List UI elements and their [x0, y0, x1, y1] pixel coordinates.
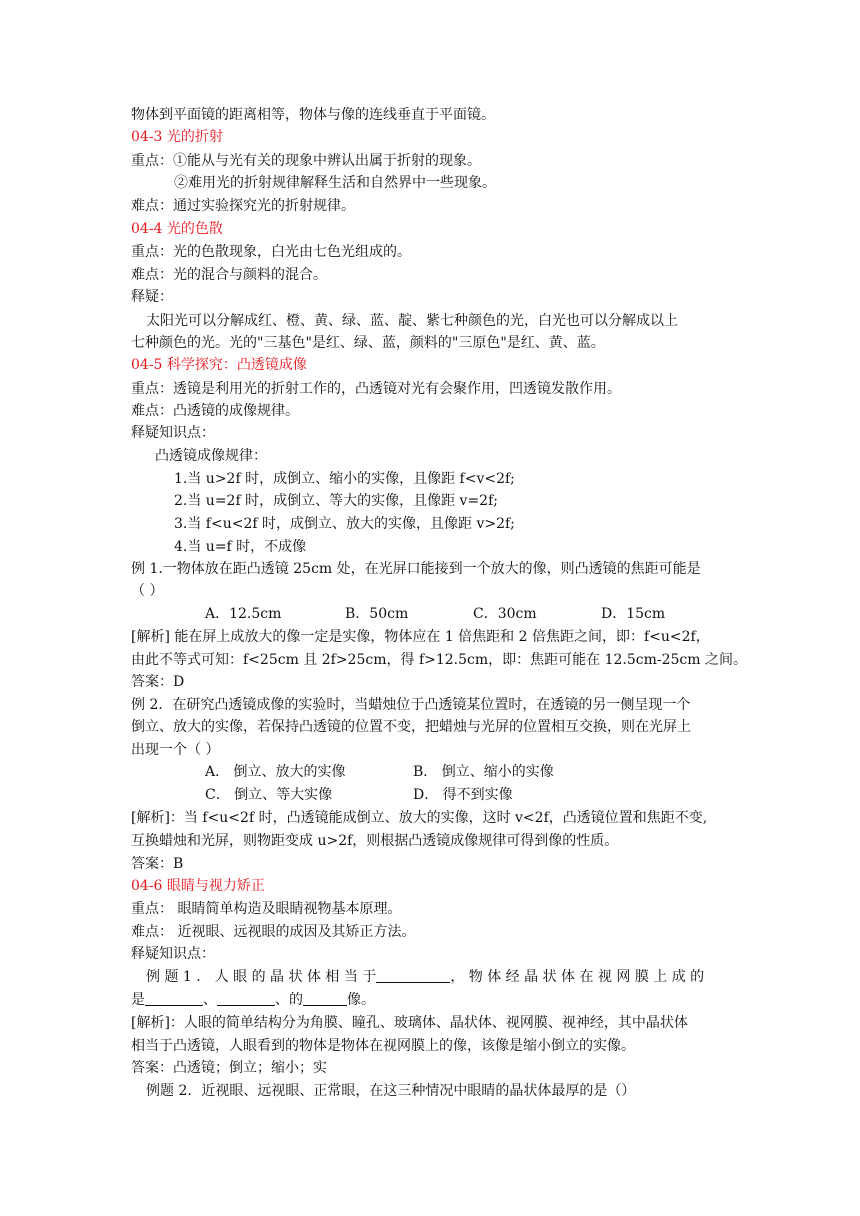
key-point: ②难用光的折射规律解释生活和自然界中一些现象。 [174, 175, 496, 191]
example-question: 例 2．在研究凸透镜成像的实验时，当蜡烛位于凸透镜某位置时，在透镜的另一侧呈现一个 [131, 697, 691, 713]
option-c: C． 倒立、等大实像 [205, 787, 333, 803]
example-question: 出现一个（ ） [131, 742, 220, 758]
difficult-point: 难点：凸透镜的成像规律。 [131, 403, 299, 419]
answer-blank [145, 991, 203, 1006]
example-question [131, 989, 375, 1011]
answer: 答案：D [131, 674, 185, 690]
key-point: 重点：①能从与光有关的现象中辨认出属于折射的现象。 [131, 153, 481, 169]
section-title-convex-lens: 04-5 科学探究：凸透镜成像 [131, 357, 307, 373]
option-a: A． 倒立、放大的实像 [205, 764, 346, 780]
explanation-label: 释疑知识点： [131, 946, 215, 962]
option-d: D．15cm [601, 606, 666, 622]
option-b: B． 倒立、缩小的实像 [413, 764, 554, 780]
rule-title: 凸透镜成像规律： [155, 448, 267, 464]
question-text: 、的 [275, 992, 303, 1008]
option-d: D． 得不到实像 [413, 787, 513, 803]
rule-item: 4.当 u=f 时，不成像 [174, 539, 307, 555]
answer: 答案：凸透镜；倒立；缩小；实 [131, 1060, 327, 1076]
question-text: ， 物 体 经 晶 状 体 在 视 网 膜 上 成 的 [450, 969, 705, 985]
section-title-eye: 04-6 眼睛与视力矫正 [131, 878, 265, 894]
answer-blank [217, 991, 275, 1006]
key-point: 重点：透镜是利用光的折射工作的，凸透镜对光有会聚作用，凹透镜发散作用。 [131, 381, 621, 397]
answer-blank [376, 968, 450, 983]
section-title-dispersion: 04-4 光的色散 [131, 221, 223, 237]
solution-line: 相当于凸透镜，人眼看到的物体是物体在视网膜上的像，该像是缩小倒立的实像。 [131, 1038, 635, 1054]
option-a: A．12.5cm [205, 606, 282, 622]
answer-blank [303, 991, 347, 1006]
question-text: 像。 [347, 992, 375, 1008]
solution-line: [解析]：人眼的简单结构分为角膜、瞳孔、玻璃体、晶状体、视网膜、视神经，其中晶状体 [131, 1015, 688, 1031]
example-question: 倒立、放大的实像，若保持凸透镜的位置不变，把蜡烛与光屏的位置相互交换，则在光屏上 [131, 719, 691, 735]
question-text: 是 [131, 992, 145, 1008]
example-question: （ ） [131, 583, 164, 599]
difficult-point: 难点：通过实验探究光的折射规律。 [131, 198, 355, 214]
text-line: 物体到平面镜的距离相等，物体与像的连线垂直于平面镜。 [131, 107, 495, 123]
solution-line: 由此不等式可知：f<25cm 且 2f>25cm，得 f>12.5cm，即：焦距可能在 12.5cm-25cm 之间。 [131, 652, 747, 668]
rule-item: 3.当 f<u<2f 时，成倒立、放大的实像，且像距 v>2f; [174, 516, 515, 532]
key-point: 重点： 眼睛简单构造及眼睛视物基本原理。 [131, 901, 402, 917]
rule-item: 2.当 u=2f 时，成倒立、等大的实像，且像距 v=2f; [174, 493, 498, 509]
paragraph-line: 七种颜色的光。光的"三基色"是红、绿、蓝，颜料的"三原色"是红、黄、蓝。 [131, 335, 605, 351]
explanation-label: 释疑知识点： [131, 425, 215, 441]
example-question [146, 966, 704, 988]
option-c: C．30cm [473, 606, 537, 622]
question-text: 、 [203, 992, 217, 1008]
example-question: 例题 2．近视眼、远视眼、正常眼，在这三种情况中眼睛的晶状体最厚的是（） [146, 1083, 636, 1099]
section-title-refraction: 04-3 光的折射 [131, 129, 223, 145]
solution-line: 互换蜡烛和光屏，则物距变成 u>2f，则根据凸透镜成像规律可得到像的性质。 [131, 833, 619, 849]
explanation-label: 释疑： [131, 289, 173, 305]
key-point: 重点：光的色散现象，白光由七色光组成的。 [131, 244, 411, 260]
option-b: B．50cm [345, 606, 409, 622]
answer: 答案：B [131, 856, 184, 872]
question-text: 例 题 1 ． 人 眼 的 晶 状 体 相 当 于 [146, 969, 377, 985]
solution-line: [解析] 能在屏上成放大的像一定是实像，物体应在 1 倍焦距和 2 倍焦距之间，即：f<u<2f， [131, 629, 710, 645]
solution-line: [解析]：当 f<u<2f 时，凸透镜能成倒立、放大的实像，这时 v<2f，凸透镜位置和焦距不变, [131, 810, 708, 826]
example-question: 例 1.一物体放在距凸透镜 25cm 处，在光屏口能接到一个放大的像，则凸透镜的焦距可能是 [131, 561, 701, 577]
paragraph-line: 太阳光可以分解成红、橙、黄、绿、蓝、靛、紫七种颜色的光，白光也可以分解成以上 [146, 313, 678, 329]
rule-item: 1.当 u>2f 时，成倒立、缩小的实像，且像距 f<v<2f; [174, 471, 515, 487]
difficult-point: 难点： 近视眼、远视眼的成因及其矫正方法。 [131, 924, 416, 940]
difficult-point: 难点：光的混合与颜料的混合。 [131, 267, 327, 283]
